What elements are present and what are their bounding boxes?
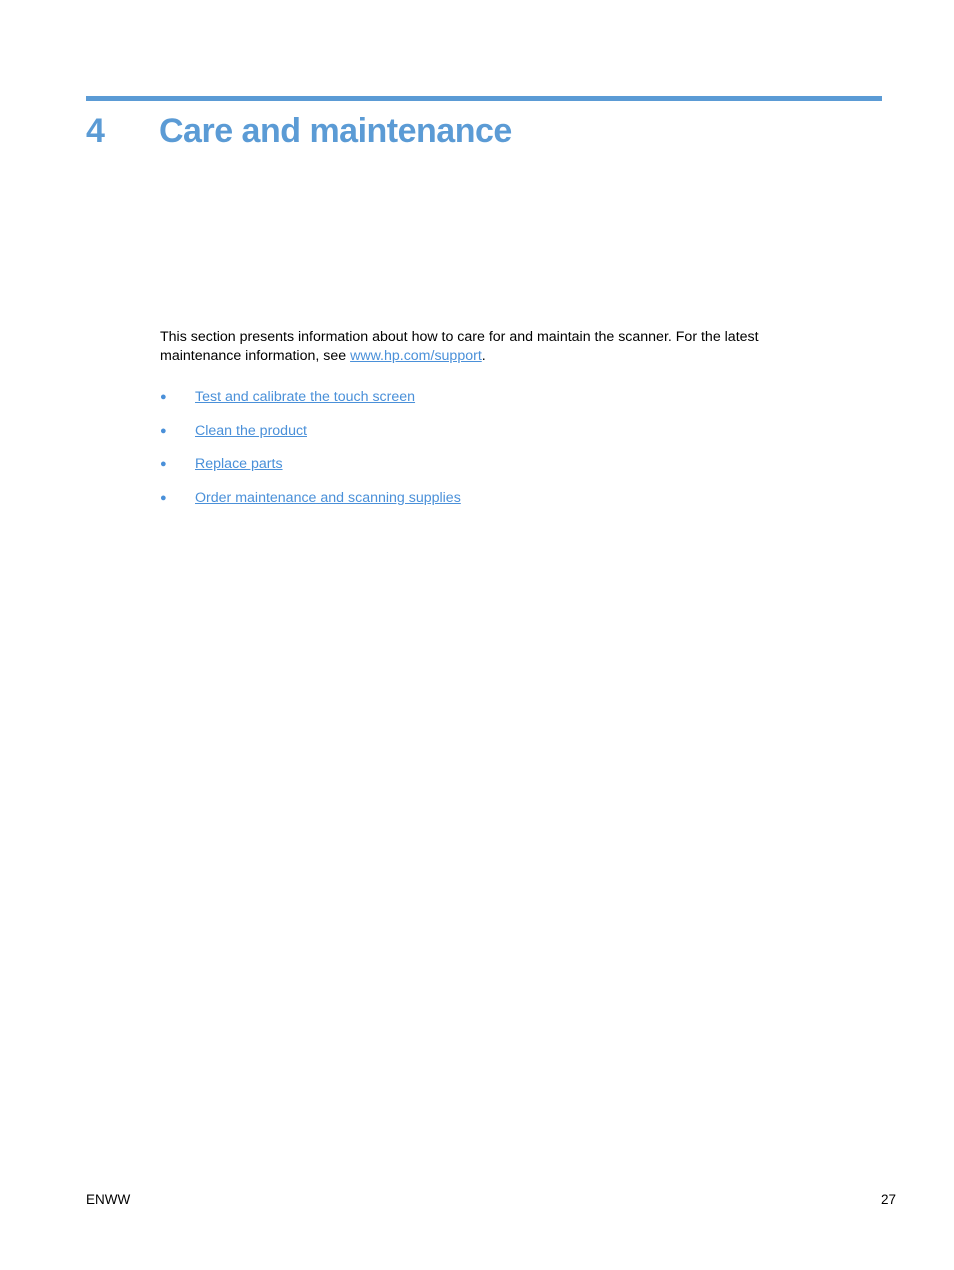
intro-text-end: . — [481, 348, 486, 364]
list-item — [160, 414, 461, 448]
list-item — [160, 380, 461, 414]
chapter-number: 4 — [86, 111, 105, 150]
chapter-title: Care and maintenance — [159, 111, 512, 150]
list-item — [160, 447, 461, 481]
chapter-rule — [86, 96, 882, 101]
bullet-icon: ● — [160, 458, 167, 471]
link-test-calibrate-touch-screen[interactable]: Test and calibrate the touch screen — [195, 388, 416, 405]
support-link[interactable]: www.hp.com/support — [350, 348, 482, 364]
chapter-heading — [86, 108, 512, 154]
link-clean-product[interactable]: Clean the product — [195, 422, 307, 439]
page-number: 27 — [880, 1192, 896, 1207]
intro-paragraph — [160, 328, 820, 366]
link-order-supplies[interactable]: Order maintenance and scanning supplies — [195, 489, 461, 506]
bullet-icon: ● — [160, 424, 167, 437]
intro-text: This section presents information about how to care for and maintain the scanner. For the latest maintenance information, see — [160, 329, 759, 364]
bullet-icon: ● — [160, 491, 167, 504]
section-link-list — [160, 380, 461, 515]
link-replace-parts[interactable]: Replace parts — [195, 456, 283, 473]
bullet-icon: ● — [160, 390, 167, 403]
footer-label: ENWW — [86, 1192, 131, 1207]
list-item — [160, 481, 461, 515]
